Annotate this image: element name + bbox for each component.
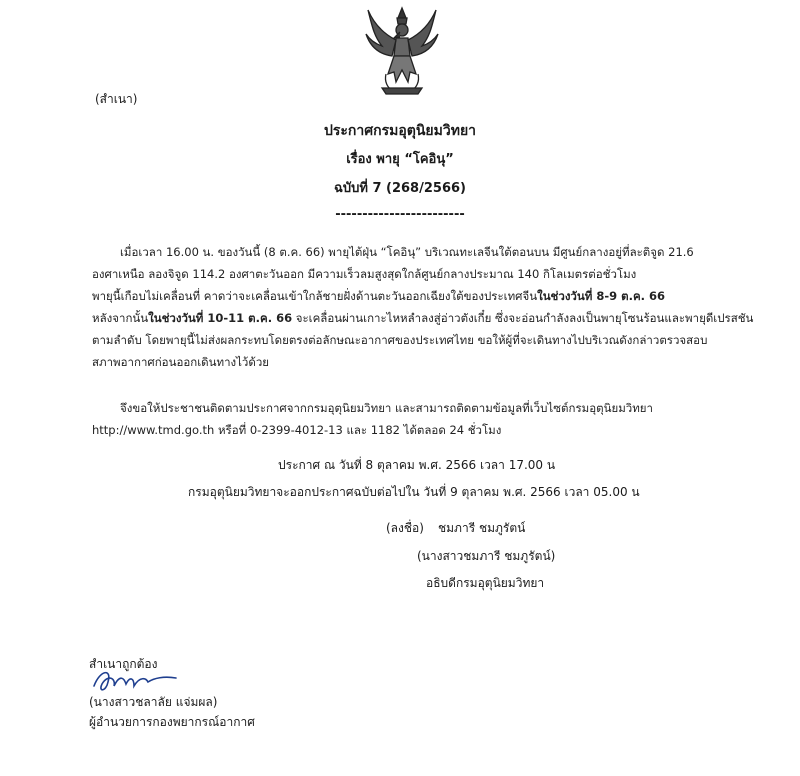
page-title: ประกาศกรมอุตุนิยมวิทยา [323,123,477,139]
paragraph-1-line-4-start: หลังจากนั้น [92,311,149,325]
signature-stroke [94,673,176,690]
subject-line: เรื่อง พายุ “โคอินุ” [346,152,454,167]
paragraph-1-line-1: เมื่อเวลา 16.00 น. ของวันนี้ (8 ต.ค. 66) พายุไต้ฝุ่น “โคอินุ” บริเวณทะเลจีนใต้ตอนบน มีศูนย์กลางอยู่ที่ละติจูด 21.6 [120,245,694,259]
certified-copy-label: สำเนาถูกต้อง [89,657,158,671]
certifier-name: (นางสาวชลาลัย แจ่มผล) [89,695,218,709]
signed-label: (ลงชื่อ) [386,521,424,535]
paragraph-2-line-2: http://www.tmd.go.th หรือที่ 0-2399-4012-13 และ 1182 ได้ตลอด 24 ชั่วโมง [92,423,502,437]
paragraph-1-line-4 [92,307,754,329]
paragraph-2-line-1: จึงขอให้ประชาชนติดตามประกาศจากกรมอุตุนิยมวิทยา และสามารถติดตามข้อมูลที่เว็บไซต์กรมอุตุนิยมวิทยา [120,401,654,415]
signatory-position: อธิบดีกรมอุตุนิยมวิทยา [426,576,545,590]
date-range-highlight-1: ในช่วงวันที่ 8-9 ต.ค. 66 [537,289,666,303]
handwritten-signature-icon [90,664,180,696]
paragraph-1-line-2: องศาเหนือ ลองจิจูด 114.2 องศาตะวันออก มีความเร็วลมสูงสุดใกล้ศูนย์กลางประมาณ 140 กิโลเมตรต่อชั่วโมง [92,267,637,281]
body-paragraph-1 [92,241,754,373]
next-announcement: กรมอุตุนิยมวิทยาจะออกประกาศฉบับต่อไปใน วันที่ 9 ตุลาคม พ.ศ. 2566 เวลา 05.00 น [188,485,640,499]
date-range-highlight-2: ในช่วงวันที่ 10-11 ต.ค. 66 [148,311,293,325]
issue-number: ฉบับที่ 7 (268/2566) [334,181,466,196]
paragraph-1-line-3 [92,285,722,307]
garuda-emblem-icon [362,4,442,96]
paragraph-1-line-3-text: พายุนี้เกือบไม่เคลื่อนที่ คาดว่าจะเคลื่อนเข้าใกล้ชายฝั่งด้านตะวันออกเฉียงใต้ของประเทศจีน [92,289,538,303]
issued-date: ประกาศ ณ วันที่ 8 ตุลาคม พ.ศ. 2566 เวลา 17.00 น [278,458,556,472]
body-paragraph-2 [92,397,722,441]
signed-name: ชมภารี ชมภูรัตน์ [438,521,526,535]
copy-mark: (สำเนา) [95,92,138,106]
signatory-full-name: (นางสาวชมภารี ชมภูรัตน์) [417,549,556,563]
paragraph-1-line-6: สภาพอากาศก่อนออกเดินทางไว้ด้วย [92,355,270,369]
separator-line: ------------------------ [335,207,465,222]
paragraph-1-line-4-end: จะเคลื่อนผ่านเกาะไหหลำลงสู่อ่าวตังเกี๋ย ซึ่งจะอ่อนกำลังลงเป็นพายุโซนร้อนและพายุดีเปรสชัน [292,311,754,325]
certifier-position: ผู้อำนวยการกองพยากรณ์อากาศ [89,715,255,729]
paragraph-1-line-5: ตามลำดับ โดยพายุนี้ไม่ส่งผลกระทบโดยตรงต่อลักษณะอากาศของประเทศไทย ขอให้ผู้ที่จะเดินทางไปบริเวณดังกล่าวตรวจสอบ [92,333,708,347]
